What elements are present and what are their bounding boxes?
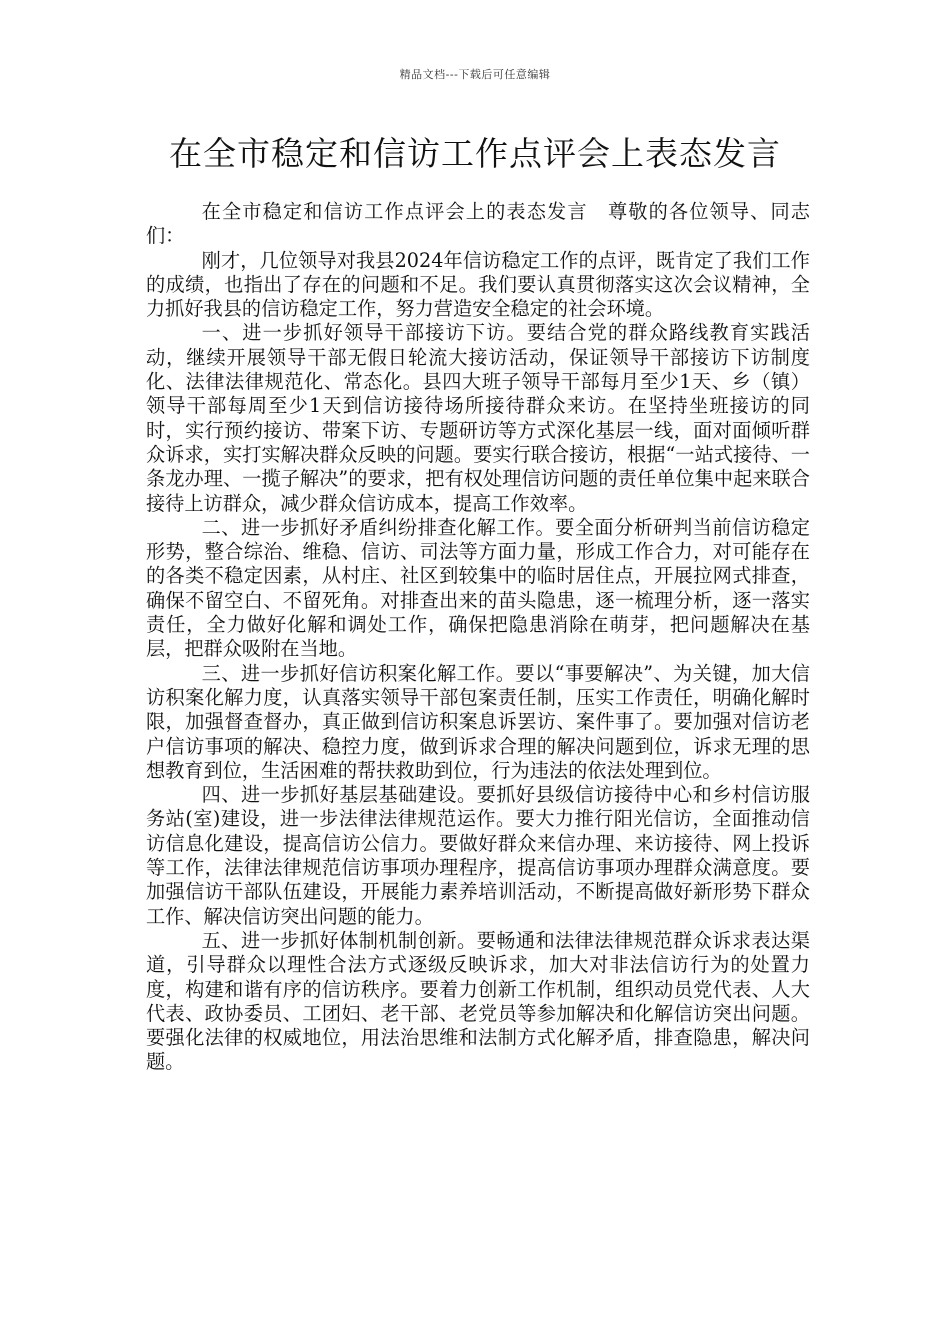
paragraph-section-5: 五、进一步抓好体制机制创新。要畅通和法律法律规范群众诉求表达渠道，引导群众以理性合法方式逐级反映诉求，加大对非法信访行为的处置力度，构建和谐有序的信访秩序。要着力创新工作机制，组织动员党代表、人大代表、政协委员、工团妇、老干部、老党员等参加解决和化解信访突出问题。要强化法律的权威地位，用法治思维和法制方式化解矛盾，排查隐患，解决问题。 (146, 928, 810, 1074)
document-title: 在全市稳定和信访工作点评会上表态发言 (169, 134, 781, 173)
header-note: 精品文档---下载后可任意编辑 (399, 68, 551, 81)
paragraph-section-4: 四、进一步抓好基层基础建设。要抓好县级信访接待中心和乡村信访服务站(室)建设，进一步法律法律规范运作。要大力推行阳光信访，全面推动信访信息化建设，提高信访公信力。要做好群众来信办理、来访接待、网上投诉等工作，法律法律规范信访事项办理程序，提高信访事项办理群众满意度。要加强信访干部队伍建设，开展能力素养培训活动，不断提高做好新形势下群众工作、解决信访突出问题的能力。 (146, 783, 810, 928)
paragraph-intro: 刚才，几位领导对我县2024年信访稳定工作的点评，既肯定了我们工作的成绩，也指出了存在的问题和不足。我们要认真贯彻落实这次会议精神，全力抓好我县的信访稳定工作，努力营造安全稳定的社会环境。 (146, 248, 810, 321)
paragraph-section-3: 三、进一步抓好信访积案化解工作。要以“事要解决”、为关键，加大信访积案化解力度，认真落实领导干部包案责任制，压实工作责任，明确化解时限，加强督查督办，真正做到信访积案息诉罢访、案件事了。要加强对信访老户信访事项的解决、稳控力度，做到诉求合理的解决问题到位，诉求无理的思想教育到位，生活困难的帮扶救助到位，行为违法的依法处理到位。 (146, 661, 810, 782)
document-body (146, 200, 810, 1075)
paragraph-section-1: 一、进一步抓好领导干部接访下访。要结合党的群众路线教育实践活动，继续开展领导干部无假日轮流大接访活动，保证领导干部接访下访制度化、法律法律规范化、常态化。县四大班子领导干部每月至少1天、乡（镇）领导干部每周至少1天到信访接待场所接待群众来访。在坚持坐班接访的同时，实行预约接访、带案下访、专题研访等方式深化基层一线，面对面倾听群众诉求，实打实解决群众反映的问题。要实行联合接访，根据“一站式接待、一条龙办理、一揽子解决”的要求，把有权处理信访问题的责任单位集中起来联合接待上访群众，减少群众信访成本，提高工作效率。 (146, 321, 810, 515)
paragraph-section-2: 二、进一步抓好矛盾纠纷排查化解工作。要全面分析研判当前信访稳定形势，整合综治、维稳、信访、司法等方面力量，形成工作合力，对可能存在的各类不稳定因素，从村庄、社区到较集中的临时居住点，开展拉网式排查，确保不留空白、不留死角。对排查出来的苗头隐患，逐一梳理分析，逐一落实责任，全力做好化解和调处工作，确保把隐患消除在萌芽，把问题解决在基层，把群众吸附在当地。 (146, 515, 810, 661)
opening-paragraph: 在全市稳定和信访工作点评会上的表态发言 尊敬的各位领导、同志们： (146, 200, 810, 248)
